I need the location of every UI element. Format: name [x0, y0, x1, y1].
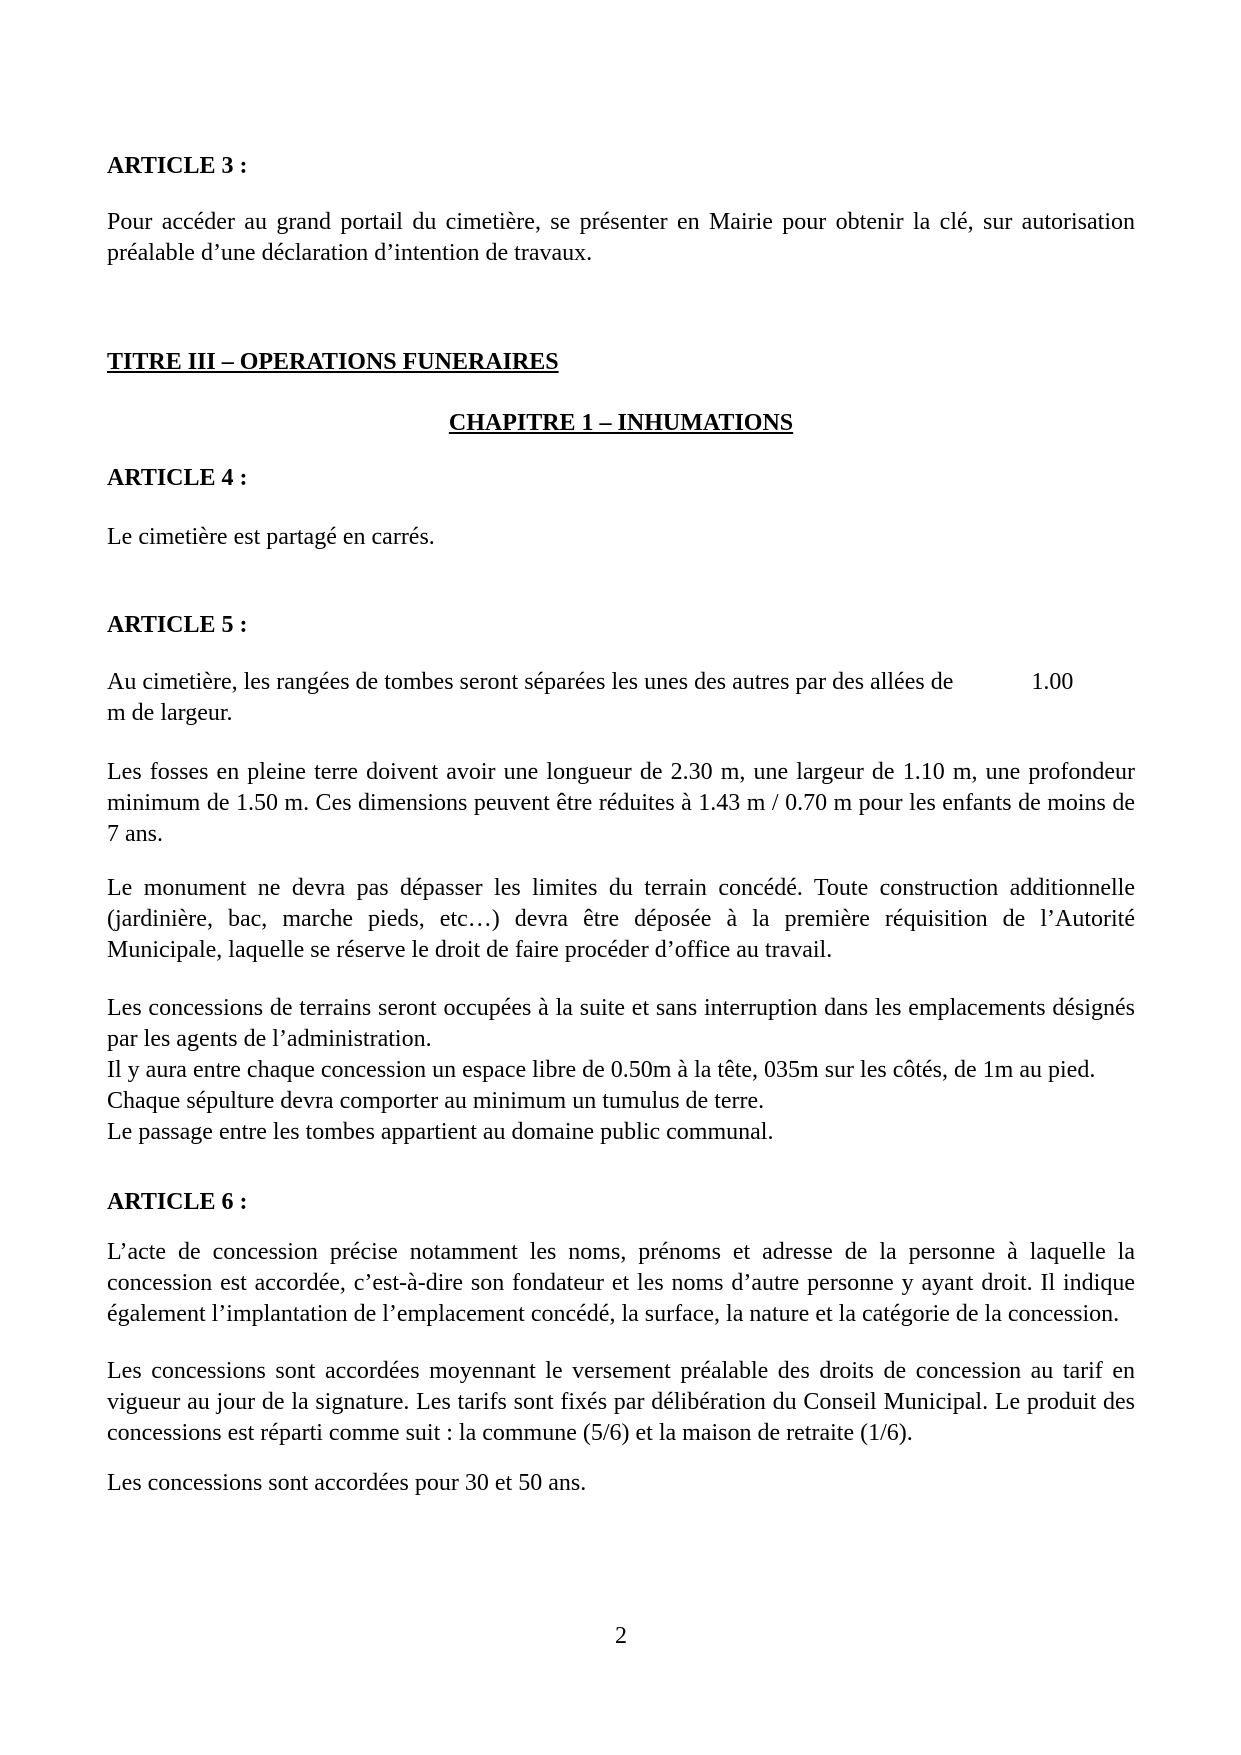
article-6-heading: ARTICLE 6 : — [107, 1189, 248, 1215]
page-number: 2 — [615, 1623, 627, 1649]
concessions-line: Il y aura entre chaque concession un espace libre de 0.50m à la tête, 035m sur les côtés, de 1m au pied. — [107, 1057, 1096, 1083]
article-4-heading: ARTICLE 4 : — [107, 465, 248, 491]
article-5-paragraph-allees — [107, 667, 1135, 729]
article-5-paragraph-monument: Le monument ne devra pas dépasser les limites du terrain concédé. Toute construction additionnelle (jardinière, bac, marche pieds, etc…) devra être déposée à la première réquisition de l’Autorité Municipale, laquelle se réserve le droit de faire procéder d’office au travail. — [107, 875, 1135, 963]
article-6-paragraph-tarifs: Les concessions sont accordées moyennant le versement préalable des droits de concession au tarif en vigueur au jour de la signature. Les tarifs sont fixés par délibération du Conseil Municipal. Le produit des concessions est réparti comme suit : la commune (5/6) et la maison de retraite (1/6). — [107, 1358, 1135, 1446]
largeur-text: m de largeur. — [107, 700, 233, 726]
allees-text: Au cimetière, les rangées de tombes seront séparées les unes des autres par des allées de — [107, 669, 954, 695]
article-5-paragraph-fosses: Les fosses en pleine terre doivent avoir une longueur de 2.30 m, une largeur de 1.10 m, une profondeur minimum de 1.50 m. Ces dimensions peuvent être réduites à 1.43 m / 0.70 m pour les enfants de moins de 7 ans. — [107, 759, 1135, 847]
concessions-line: Les concessions de terrains seront occupées à la suite et sans interruption dans les emplacements désignés par les agents de l’administration. — [107, 995, 1135, 1052]
titre-3-heading: TITRE III – OPERATIONS FUNERAIRES — [107, 349, 559, 375]
article-5-paragraph-concessions — [107, 993, 1135, 1148]
article-3-paragraph: Pour accéder au grand portail du cimetière, se présenter en Mairie pour obtenir la clé, sur autorisation préalable d’une déclaration d’intention de travaux. — [107, 209, 1135, 266]
article-4-paragraph: Le cimetière est partagé en carrés. — [107, 524, 435, 550]
article-5-heading: ARTICLE 5 : — [107, 612, 248, 638]
concessions-line: Chaque sépulture devra comporter au minimum un tumulus de terre. — [107, 1088, 765, 1114]
article-6-paragraph-acte: L’acte de concession précise notamment les noms, prénoms et adresse de la personne à laquelle la concession est accordée, c’est-à-dire son fondateur et les noms d’autre personne y ayant droit. Il indique également l’implantation de l’emplacement concédé, la surface, la nature et la catégorie de la concession. — [107, 1239, 1135, 1327]
article-3-heading: ARTICLE 3 : — [107, 153, 248, 179]
allees-width-value: 1.00 — [1031, 669, 1074, 695]
concessions-line: Le passage entre les tombes appartient au domaine public communal. — [107, 1119, 774, 1145]
article-6-paragraph-duree: Les concessions sont accordées pour 30 et 50 ans. — [107, 1470, 587, 1496]
document-content — [107, 151, 1135, 1499]
chapitre-1-heading: CHAPITRE 1 – INHUMATIONS — [448, 410, 794, 436]
